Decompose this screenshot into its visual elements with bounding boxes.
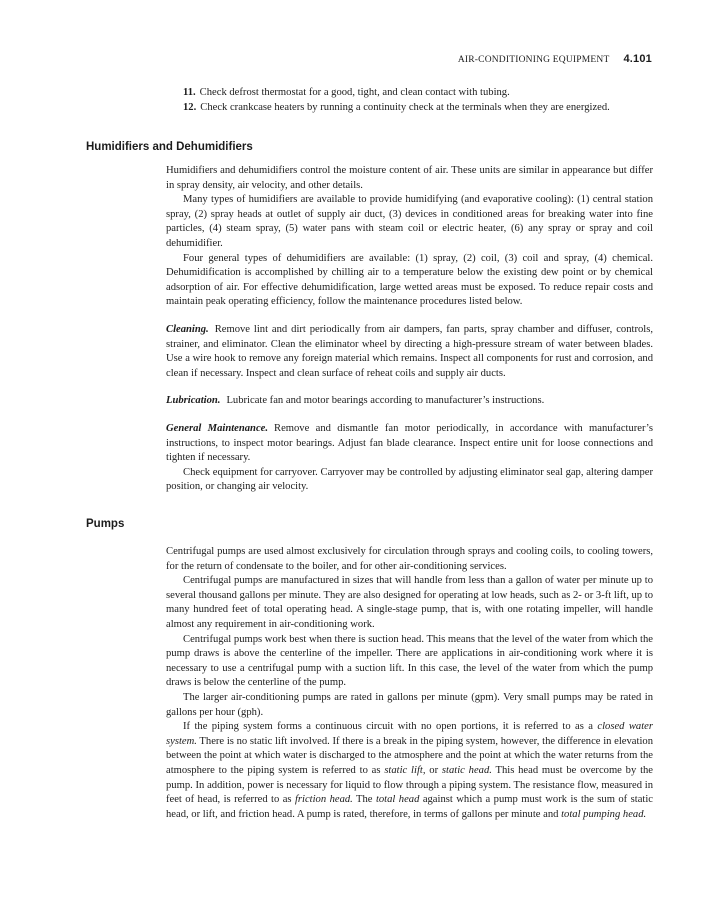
checklist-continued bbox=[166, 86, 653, 115]
term-total-head: total head bbox=[375, 794, 420, 806]
paragraph: Centrifugal pumps work best when there is suction head. This means that the level of the water from which the pump draws is above the centerline of the impeller. There are applications in air-conditioning work where it is necessary to use a centrifugal pump with a suction lift. In this case, the level of the water from which the pump draws is below the centerline of the pump. bbox=[166, 633, 653, 689]
item-text: Check defrost thermostat for a good, tight, and clean contact with tubing. bbox=[199, 87, 510, 98]
item-number: 12. bbox=[183, 101, 197, 113]
paragraph: Humidifiers and dehumidifiers control the moisture content of air. These units are similar in appearance but differ in spray density, air velocity, and other details. bbox=[166, 165, 653, 191]
section-heading-pumps: Pumps bbox=[86, 518, 125, 530]
paragraph-general-maintenance bbox=[166, 422, 653, 466]
term-static-lift: static lift, bbox=[384, 764, 426, 776]
run-in-heading: Lubrication. bbox=[166, 395, 221, 407]
run-in-heading: Cleaning. bbox=[166, 323, 209, 335]
list-item bbox=[166, 101, 653, 116]
section-heading-humidifiers: Humidifiers and Dehumidifiers bbox=[86, 141, 253, 153]
paragraph: Centrifugal pumps are manufactured in sizes that will handle from less than a gallon of water per minute up to several thousand gallons per minute. They are also designed for operating at low heads, such as 2- or 3-ft lift, up to many hundred feet of total operating head. A single-stage pump, that is, with one rotating impeller, will handle almost any requirement in air-conditioning work. bbox=[166, 575, 653, 630]
paragraph: Many types of humidifiers are available to provide humidifying (and evaporative cooling): (1) central station spray, (2) spray heads at outlet of supply air duct, (3) devices in conditioned areas for breaking water into fine particles, (4) steam spray, (5) water pans with steam coil or electric heater, (6) any spray or spray and coil dehumidifier. bbox=[166, 194, 653, 249]
term-closed-water-system: closed water system. bbox=[166, 721, 653, 747]
paragraph-text: Lubricate fan and motor bearings according to manufacturer’s instructions. bbox=[226, 395, 545, 407]
text-run: There is no static lift involved. If there is a break in the piping system, however, the difference in elevation between the point at which water is discharged to the atmosphere and the point at which the water returns from the atmosphere to the piping system is referred to as bbox=[166, 735, 653, 776]
term-static-head: static head. bbox=[441, 764, 492, 776]
term-total-pumping-head: total pumping head. bbox=[561, 808, 647, 820]
run-in-heading: General Maintenance. bbox=[166, 422, 268, 434]
running-head bbox=[458, 53, 652, 65]
text-run: against which a pump must work is the sum of static head, or lift, and friction head. A pump is rated, therefore, in terms of gallons per minute and bbox=[166, 794, 653, 820]
text-run: This head must be overcome by the pump. In addition, power is necessary for liquid to flow through a piping system. The resistance flow, measured in feet of head, is referred to as bbox=[166, 764, 654, 806]
page-number: 4.101 bbox=[623, 53, 652, 65]
paragraph: Centrifugal pumps are used almost exclusively for circulation through sprays and cooling coils, to cooling towers, for the return of condensate to the boiler, and for other air-conditioning services. bbox=[166, 546, 653, 572]
paragraph: The larger air-conditioning pumps are rated in gallons per minute (gpm). Very small pumps may be rated in gallons per hour (gph). bbox=[166, 691, 653, 718]
paragraph-text: Remove lint and dirt periodically from air dampers, fan parts, spray chamber and diffuser, controls, strainer, and eliminator. Clean the eliminator wheel by directing a high-pressure stream of water between blades. Use a wire hook to remove any foreign material which remains. Inspect all components for rust and corrosion, and clean if necessary. Inspect and clean surface of reheat coils and supply air ducts. bbox=[166, 323, 653, 379]
paragraph-text: Remove and dismantle fan motor periodically, in accordance with manufacturer’s instructions, to inspect motor bearings. Adjust fan blade clearance. Inspect entire unit for loose connections and tighten if necessary. bbox=[166, 422, 653, 464]
paragraph: Check equipment for carryover. Carryover may be controlled by adjusting eliminator seal gap, altering damper position, or changing air velocity. bbox=[166, 466, 653, 493]
paragraph-water-systems bbox=[166, 720, 653, 822]
text-run: or bbox=[425, 764, 442, 776]
paragraph-cleaning bbox=[166, 323, 653, 381]
list-item bbox=[166, 86, 653, 101]
running-head-title: AIR-CONDITIONING EQUIPMENT bbox=[457, 55, 610, 65]
text-run: The bbox=[352, 794, 376, 806]
text-run: If the piping system forms a continuous circuit with no open portions, it is referred to as a bbox=[183, 721, 598, 733]
term-friction-head: friction head. bbox=[294, 794, 353, 806]
section-pumps bbox=[166, 545, 653, 822]
paragraph-lubrication bbox=[166, 394, 653, 409]
item-number: 11. bbox=[183, 87, 196, 98]
section-humidifiers bbox=[166, 164, 653, 495]
item-text: Check crankcase heaters by running a continuity check at the terminals when they are energized. bbox=[200, 101, 610, 113]
paragraph: Four general types of dehumidifiers are available: (1) spray, (2) coil, (3) coil and spray, (4) chemical. Dehumidification is accomplished by chilling air to a temperature below the existing dew point or by chemical adsorption of air. For effective dehumidification, large wetted areas must be exposed. To reduce repair costs and maintain peak operating efficiency, follow the maintenance procedures listed below. bbox=[166, 252, 653, 308]
